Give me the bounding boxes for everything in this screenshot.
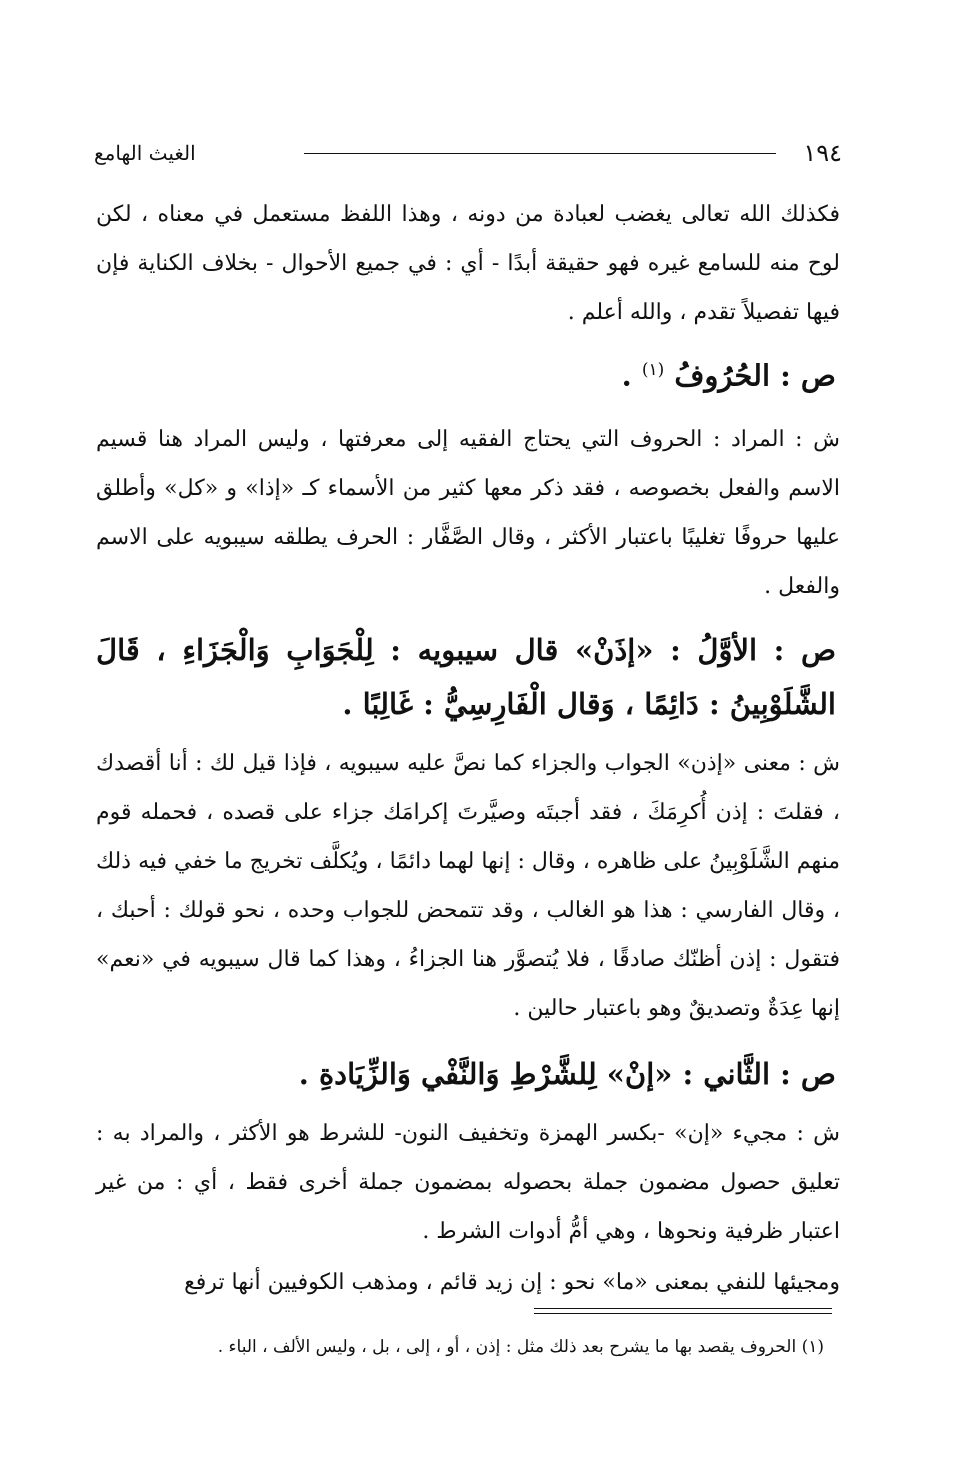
heading-end: . [621,358,642,393]
header-rule [304,153,776,154]
running-title: الغيث الهامع [94,141,196,165]
paragraph-1: فكذلك الله تعالى يغضب لعبادة من دونه ، وهذا اللفظ مستعمل في معناه ، لكن لوح منه للسامع غيره فهو حقيقة أبدًا - أي : في جميع الأحوال - بخلاف الكناية فإن فيها تفصيلاً تقدم ، والله أعلم . [96,202,840,325]
footnote-reference[interactable]: (١) [641,360,665,380]
section-heading-second: ص : الثَّاني : «إنْ» لِلشَّرْطِ وَالنَّفْي وَالزِّيَادةِ . [298,1056,836,1091]
paragraph-2: ش : المراد : الحروف التي يحتاج الفقيه إلى معرفتها ، وليس المراد هنا قسيم الاسم والفعل بخصوصه ، فقد ذكر معها كثير من الأسماء كـ «إذا» و «كل» وأطلق عليها حروفًا تغليبًا باعتبار الأكثر ، وقال الصَّفَّار : الحرف يطلقه سيبويه على الاسم والفعل . [96,426,840,599]
footnote: (١) الحروف يقصد بها ما يشرح بعد ذلك مثل : إذن ، أو ، إلى ، بل ، وليس الألف ، الباء . [217,1337,824,1357]
paragraph-5: ومجيئها للنفي بمعنى «ما» نحو : إن زيد قائم ، ومذهب الكوفيين أنها ترفع [184,1269,840,1295]
heading-text: ص : الحُرُوفُ [674,358,836,393]
paragraph-3: ش : معنى «إذن» الجواب والجزاء كما نصَّ عليه سيبويه ، فإذا قيل لك : أنا أقصدك ، فقلتَ : إذن أُكرِمَكَ ، فقد أجبتَه وصيَّرتَ إكرامَك جزاء على قصده ، فحمله قوم منهم الشَّلَوْبِينُ على ظاهره ، وقال : إنها لهما دائمًا ، ويُكلَّف تخريج ما خفي فيه ذلك ، وقال الفارسي : هذا هو الغالب ، وقد تتمحض للجواب وحده ، نحو قولك : أحبك ، فتقول : إذن أظنّك صادقًا ، فلا يُتصوَّر هنا الجزاءُ ، وهذا كما قال سيبويه في «نعم» إنها عِدَةٌ وتصديقٌ وهو باعتبار حالين . [96,750,840,1021]
main-text [96,190,840,1307]
section-heading-letters [96,341,840,405]
section-heading-first: ص : الأوَّلُ : «إذَنْ» قال سيبويه : لِلْجَوَابِ وَالْجَزَاءِ ، قَالَ الشَّلَوْبِينُ : دَائِمًا ، وَقال الْفَارِسِيُّ : غَالِبًا . [96,632,836,721]
page-number: ١٩٤ [803,139,842,167]
paragraph-4: ش : مجيء «إن» -بكسر الهمزة وتخفيف النون- للشرط هو الأكثر ، والمراد به : تعليق حصول مضمون جملة بحصوله بمضمون جملة أخرى فقط ، أي : من غير اعتبار ظرفية ونحوها ، وهي أمُّ أدوات الشرط . [96,1120,840,1244]
footnote-separator [534,1308,832,1314]
running-head [94,136,842,176]
